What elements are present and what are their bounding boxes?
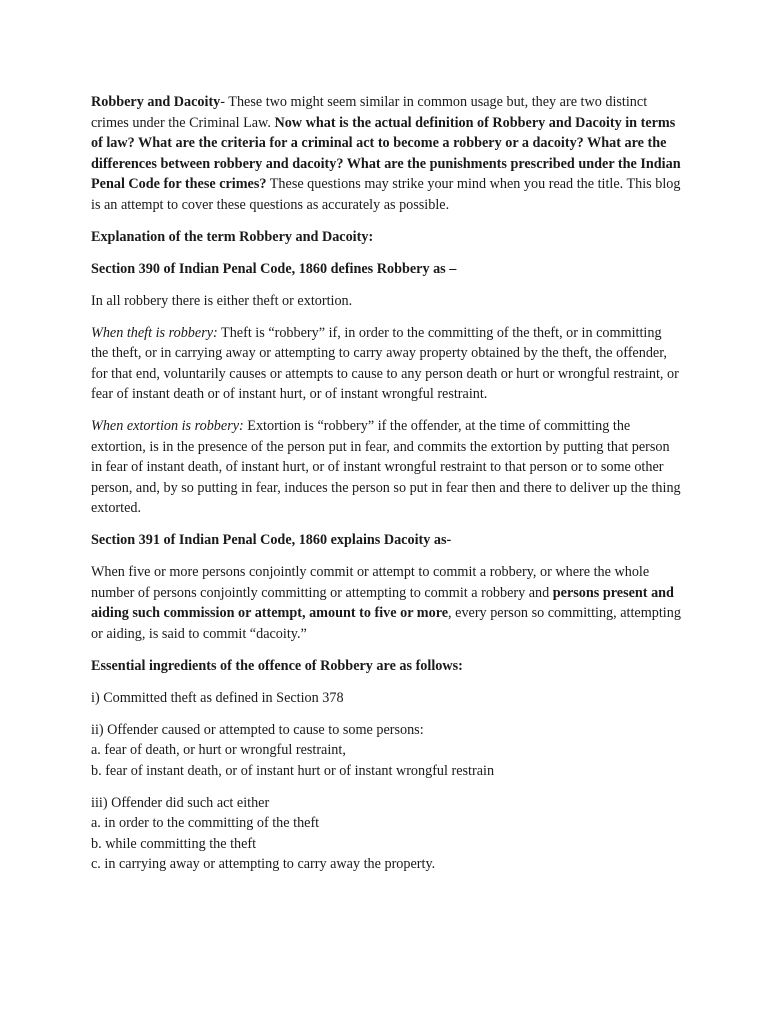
- ingredient-item-2: [91, 720, 681, 782]
- dacoity-paragraph: [91, 562, 681, 644]
- theft-robbery-label: When theft is robbery:: [91, 324, 218, 341]
- theft-robbery-text: Theft is “robbery” if, in order to the committing of the theft, or in committing the theft, or in carrying away or attempting to carry away property obtained by the theft, the offender, for that end, voluntarily causes or attempts to cause to any person death or hurt or wrongful restraint, or fear of instant death or of instant hurt, or of instant wrongful restraint.: [91, 324, 679, 402]
- section-391-heading: Section 391 of Indian Penal Code, 1860 explains Dacoity as-: [91, 532, 452, 548]
- ingredient-item-3-b: b. while committing the theft: [91, 835, 257, 852]
- extortion-robbery-text: Extortion is “robbery” if the offender, at the time of committing the extortion, is in the presence of the person put in fear, and commits the extortion by putting that person in fear of instant death, of instant hurt, or of instant wrongful restraint to that person or to some other person, and, by so putting in fear, induces the person so put in fear then and there to deliver up the thing extorted.: [91, 418, 681, 516]
- ingredient-item-1: i) Committed theft as defined in Section 378: [91, 689, 344, 706]
- ingredients-heading: Essential ingredients of the offence of Robbery are as follows:: [91, 657, 463, 674]
- dacoity-text-2: , every person so committing, attempting or aiding, is said to commit “dacoity.”: [91, 605, 681, 642]
- ingredient-item-3-a: a. in order to the committing of the theft: [91, 815, 320, 831]
- intro-title: Robbery and Dacoity: [91, 94, 221, 110]
- ingredient-item-3: [91, 793, 681, 875]
- extortion-robbery-label: When extortion is robbery:: [91, 418, 244, 434]
- ingredient-item-3-c: c. in carrying away or attempting to carry away the property.: [91, 856, 436, 872]
- ingredient-item-2-a: a. fear of death, or hurt or wrongful restraint,: [91, 742, 346, 758]
- dacoity-text-1: When five or more persons conjointly commit or attempt to commit a robbery, or where the whole number of persons conjointly committing or attempting to commit a robbery and: [91, 564, 650, 601]
- ingredient-item-3-head: iii) Offender did such act either: [91, 794, 270, 811]
- extortion-robbery-paragraph: [91, 416, 681, 519]
- ingredient-item-2-b: b. fear of instant death, or of instant hurt or of instant wrongful restrain: [91, 762, 495, 779]
- section-390-heading: Section 390 of Indian Penal Code, 1860 defines Robbery as –: [91, 260, 457, 277]
- intro-paragraph: [91, 92, 681, 215]
- intro-text-1: - These two might seem similar in common usage but, they are two distinct crimes under the Criminal Law.: [91, 94, 648, 131]
- theft-robbery-paragraph: [91, 323, 681, 405]
- intro-questions: Now what is the actual definition of Robbery and Dacoity in terms of law? What are the criteria for a criminal act to become a robbery or a dacoity? What are the differences between robbery and dacoity? What are the punishments prescribed under the Indian Penal Code for these crimes?: [91, 114, 681, 192]
- section-390-general: In all robbery there is either theft or extortion.: [91, 292, 353, 309]
- document-page: [91, 92, 681, 886]
- intro-text-2: These questions may strike your mind when you read the title. This blog is an attempt to cover these questions as accurately as possible.: [91, 176, 681, 213]
- explanation-heading: Explanation of the term Robbery and Dacoity:: [91, 228, 374, 245]
- dacoity-bold-text: persons present and aiding such commission or attempt, amount to five or more: [91, 584, 674, 621]
- ingredient-item-2-head: ii) Offender caused or attempted to cause to some persons:: [91, 721, 424, 738]
